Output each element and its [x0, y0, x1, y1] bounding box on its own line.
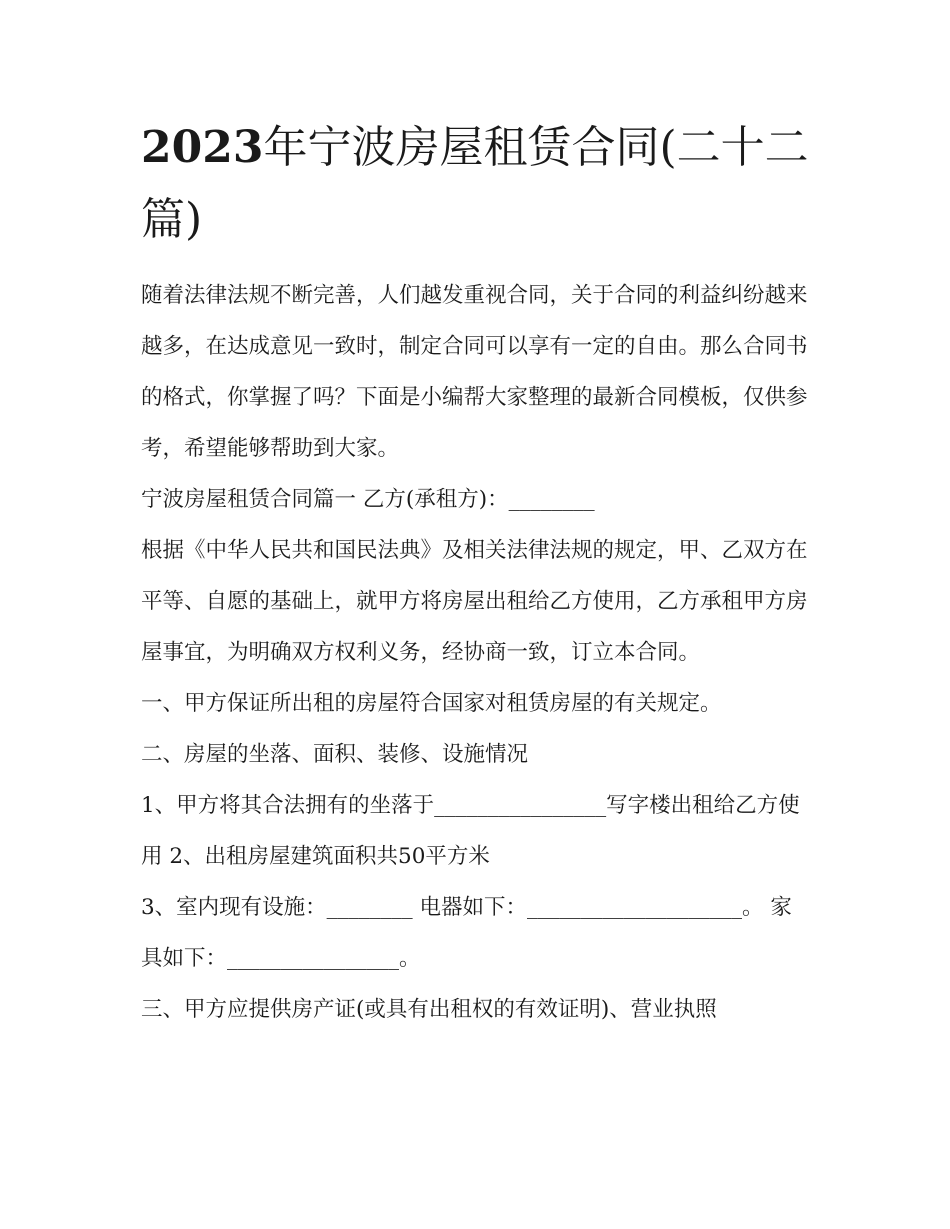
clause-one: 一、甲方保证所出租的房屋符合国家对租赁房屋的有关规定。: [141, 691, 722, 716]
title-text: 年宁波房屋租赁合同(二十二篇): [141, 122, 809, 245]
title-year: 2023: [141, 122, 264, 173]
document-body: [141, 270, 813, 1035]
document-page: [141, 112, 813, 1035]
clause-two-item-3: 3、室内现有设施：________ 电器如下：____________________。 家具如下：________________。: [141, 895, 792, 971]
intro-paragraph: 随着法律法规不断完善，人们越发重视合同，关于合同的利益纠纷越来越多，在达成意见一致时，制定合同可以享有一定的自由。那么合同书的格式，你掌握了吗？下面是小编帮大家整理的最新合同模板，仅供参考，希望能够帮助到大家。: [141, 283, 808, 461]
clause-two-heading: 二、房屋的坐落、面积、装修、设施情况: [141, 742, 529, 767]
contract-heading-line: 宁波房屋租赁合同篇一 乙方(承租方)：________: [141, 487, 595, 512]
legal-basis-paragraph: 根据《中华人民共和国民法典》及相关法律法规的规定，甲、乙双方在平等、自愿的基础上，就甲方将房屋出租给乙方使用，乙方承租甲方房屋事宜，为明确双方权利义务，经协商一致，订立本合同。: [141, 538, 808, 665]
document-title: [141, 112, 813, 256]
clause-three: 三、甲方应提供房产证(或具有出租权的有效证明)、营业执照: [141, 997, 717, 1022]
clause-two-item-1: 1、甲方将其合法拥有的坐落于________________写字楼出租给乙方使用 2、出租房屋建筑面积共50平方米: [141, 793, 800, 869]
